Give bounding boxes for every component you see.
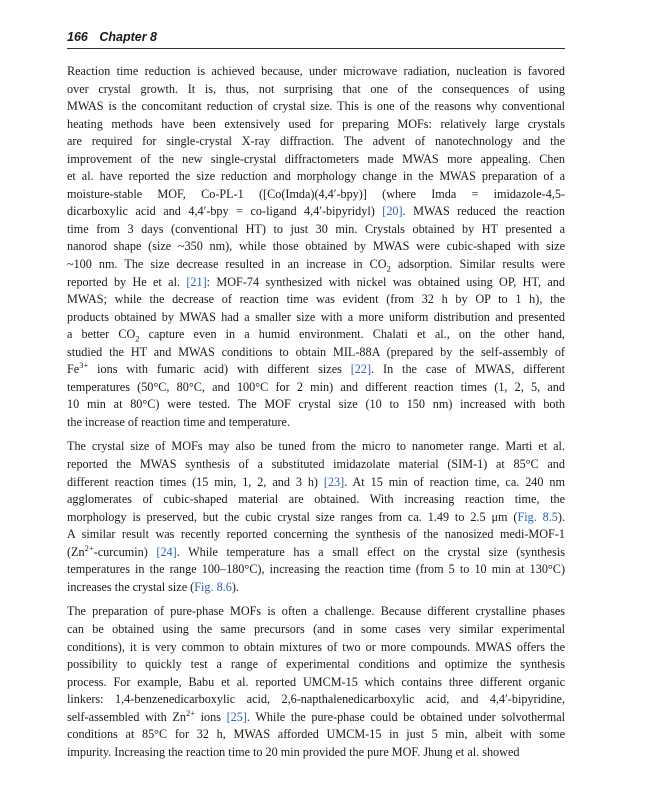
text-run: heating methods have been extensively used for preparing MOFs: relatively large crystals xyxy=(67,116,565,131)
text-run: the increase of reaction time and temperature. xyxy=(67,414,290,429)
text-run: products obtained by MWAS had a smaller size with a more uniform distribution and presented xyxy=(67,309,565,324)
superscript: 2+ xyxy=(84,542,94,553)
superscript: 2+ xyxy=(185,707,195,718)
text-run: 10 min at 80°C) were tested. The MOF crystal size (10 to 150 nm) increased with both xyxy=(67,397,565,412)
text-run: . In the case of MWAS, different xyxy=(371,362,566,377)
chapter-title: Chapter 8 xyxy=(99,30,157,44)
text-run: The preparation of pure-phase MOFs is often a challenge. Because different crystalline phases xyxy=(67,604,565,619)
text-run: dicarboxylic acid and 4,4′-bpy = co-ligand 4,4′-bipyridyl) xyxy=(67,204,383,219)
text-run: MWAS; while the decrease of reaction time was evident (from 32 h by OP to 1 h), the xyxy=(67,292,565,307)
text-run: ~100 nm. The size decrease resulted in an increase in CO xyxy=(67,257,387,272)
citation-link[interactable]: Fig. 8.6 xyxy=(194,579,232,594)
text-run: time from 3 days (conventional HT) to just 30 min. Crystals obtained by HT presented a xyxy=(67,221,565,236)
text-line xyxy=(67,709,565,727)
text-line xyxy=(67,561,565,579)
text-line xyxy=(67,291,565,309)
text-line xyxy=(67,603,565,621)
text-run: reported by He et al. xyxy=(67,274,187,289)
text-run: a better CO xyxy=(67,327,136,342)
text-run: Reaction time reduction is achieved because, under microwave radiation, nucleation is favored xyxy=(67,64,565,78)
superscript: 3+ xyxy=(79,360,89,371)
text-line xyxy=(67,621,565,639)
text-run: moisture-stable MOF, Co-PL-1 ([Co(Imda)(4,4′-bpy)] (where Imda = imidazole-4,5- xyxy=(67,186,565,201)
text-run: can be obtained using the same precursors (and in some cases very similar experimental xyxy=(67,621,565,636)
citation-link[interactable]: [20] xyxy=(382,204,403,219)
text-run: A similar result was recently reported concerning the synthesis of the nanosized medi-MOF-1 xyxy=(67,527,565,542)
subscript: 2 xyxy=(386,263,391,274)
text-run: self-assembled with Zn xyxy=(67,709,186,724)
text-run: . While temperature has a small effect on the crystal size (synthesis xyxy=(176,544,565,559)
text-run: . At 15 min of reaction time, ca. 240 nm xyxy=(344,474,565,489)
text-run: different reaction times (15 min, 1, 2, and 3 h) xyxy=(67,474,324,489)
text-line xyxy=(67,456,565,474)
citation-link[interactable]: Fig. 8.5 xyxy=(517,509,558,524)
text-run: possibility to quickly test a range of experimental conditions and optimize the synthesis xyxy=(67,657,565,672)
text-run: studied the HT and MWAS conditions to obtain MIL-88A (prepared by the self-assembly of xyxy=(67,344,565,359)
text-run: (Zn xyxy=(67,544,85,559)
text-line xyxy=(67,81,565,99)
text-line xyxy=(67,726,565,744)
text-run: over crystal growth. It is, thus, not surprising that one of the consequences of using xyxy=(67,81,565,96)
text-line xyxy=(67,379,565,397)
text-line xyxy=(67,691,565,709)
text-line xyxy=(67,674,565,692)
text-line xyxy=(67,133,565,151)
text-line xyxy=(67,438,565,456)
citation-link[interactable]: [23] xyxy=(323,474,345,489)
text-line xyxy=(67,151,565,169)
text-line xyxy=(67,256,565,274)
body-text xyxy=(67,63,565,768)
text-run: linkers: 1,4-benzenedicarboxylic acid, 2,6-napthalenedicarboxylic acid, and 4,4′-bipyridine, xyxy=(67,692,565,707)
text-line xyxy=(67,116,565,134)
text-line xyxy=(67,63,565,81)
text-line xyxy=(67,396,565,414)
text-line xyxy=(67,474,565,492)
text-line xyxy=(67,639,565,657)
text-run: ). xyxy=(231,579,239,594)
header-rule xyxy=(67,48,565,49)
text-run: ions xyxy=(194,709,227,724)
text-run: reported the MWAS synthesis of a substituted imidazolate material (SIM-1) at 85°C and xyxy=(67,457,565,472)
text-line xyxy=(67,168,565,186)
text-run: The crystal size of MOFs may also be tuned from the micro to nanometer range. Marti et al. xyxy=(67,439,565,454)
text-run: morphology is preserved, but the cubic crystal size ranges from ca. 1.49 to 2.5 μm ( xyxy=(67,509,518,524)
text-line xyxy=(67,98,565,116)
text-line xyxy=(67,526,565,544)
text-line xyxy=(67,744,565,762)
text-run: et al. have reported the size reduction and morphology change in the MWAS preparation of a xyxy=(67,169,565,184)
page-number: 166 xyxy=(67,30,88,44)
text-run: ). xyxy=(557,509,565,524)
text-line xyxy=(67,414,565,432)
text-line xyxy=(67,309,565,327)
text-run: conditions), it is very common to obtain mixtures of two or more compounds. MWAS offers the xyxy=(67,639,565,654)
paragraph xyxy=(67,603,565,761)
text-line xyxy=(67,326,565,344)
text-run: increases the crystal size ( xyxy=(67,579,195,594)
text-run: . MWAS reduced the reaction xyxy=(402,204,565,219)
text-line xyxy=(67,186,565,204)
text-run: capture even in a humid environment. Chalati et al., on the other hand, xyxy=(139,327,565,342)
text-run: temperatures in the range 100–180°C), increasing the reaction time (from 5 to 10 min at 130°C) xyxy=(67,562,565,577)
text-run: nanorod shape (size ~350 nm), while those obtained by MWAS were cubic-shaped with size xyxy=(67,239,565,254)
text-run: -curcumin) xyxy=(93,544,157,559)
text-line xyxy=(67,509,565,527)
text-line xyxy=(67,274,565,292)
text-line xyxy=(67,344,565,362)
text-line xyxy=(67,491,565,509)
text-run: MWAS is the concomitant reduction of crystal size. This is one of the reasons why conventional xyxy=(67,99,565,114)
text-run: impurity. Increasing the reaction time to 20 min provided the pure MOF. Jhung et al. showed xyxy=(67,744,520,759)
running-header xyxy=(67,30,565,44)
paragraph xyxy=(67,63,565,431)
text-line xyxy=(67,579,565,597)
paragraph xyxy=(67,438,565,596)
text-line xyxy=(67,221,565,239)
text-line xyxy=(67,544,565,562)
text-run: : MOF-74 synthesized with nickel was obtained using OP, HT, and xyxy=(206,274,565,289)
text-run: temperatures (50°C, 80°C, and 100°C for 2 min) and different reaction times (1, 2, 5, and xyxy=(67,379,565,394)
citation-link[interactable]: [22] xyxy=(350,362,372,377)
text-line xyxy=(67,656,565,674)
text-run: are required for single-crystal X-ray diffraction. The advent of nanotechnology and the xyxy=(67,134,565,149)
citation-link[interactable]: [24] xyxy=(156,544,177,559)
text-run: agglomerates of cubic-shaped material are obtained. With increasing reaction time, the xyxy=(67,492,565,507)
citation-link[interactable]: [25] xyxy=(226,709,247,724)
subscript: 2 xyxy=(135,333,140,344)
text-run: Fe xyxy=(67,362,80,377)
text-run: process. For example, Babu et al. reported UMCM-15 which contains three different organic xyxy=(67,674,565,689)
text-run: . While the pure-phase could be obtained under solvothermal xyxy=(246,709,565,724)
text-run: improvement of the new single-crystal diffractometers made MWAS more appealing. Chen xyxy=(67,151,565,166)
text-line xyxy=(67,361,565,379)
text-line xyxy=(67,203,565,221)
text-run: ions with fumaric acid) with different sizes xyxy=(88,362,351,377)
text-line xyxy=(67,238,565,256)
text-run: conditions at 85°C for 32 h, MWAS afforded UMCM-15 in just 5 min, albeit with some xyxy=(67,727,565,742)
text-run: adsorption. Similar results were xyxy=(390,257,565,272)
citation-link[interactable]: [21] xyxy=(186,274,207,289)
